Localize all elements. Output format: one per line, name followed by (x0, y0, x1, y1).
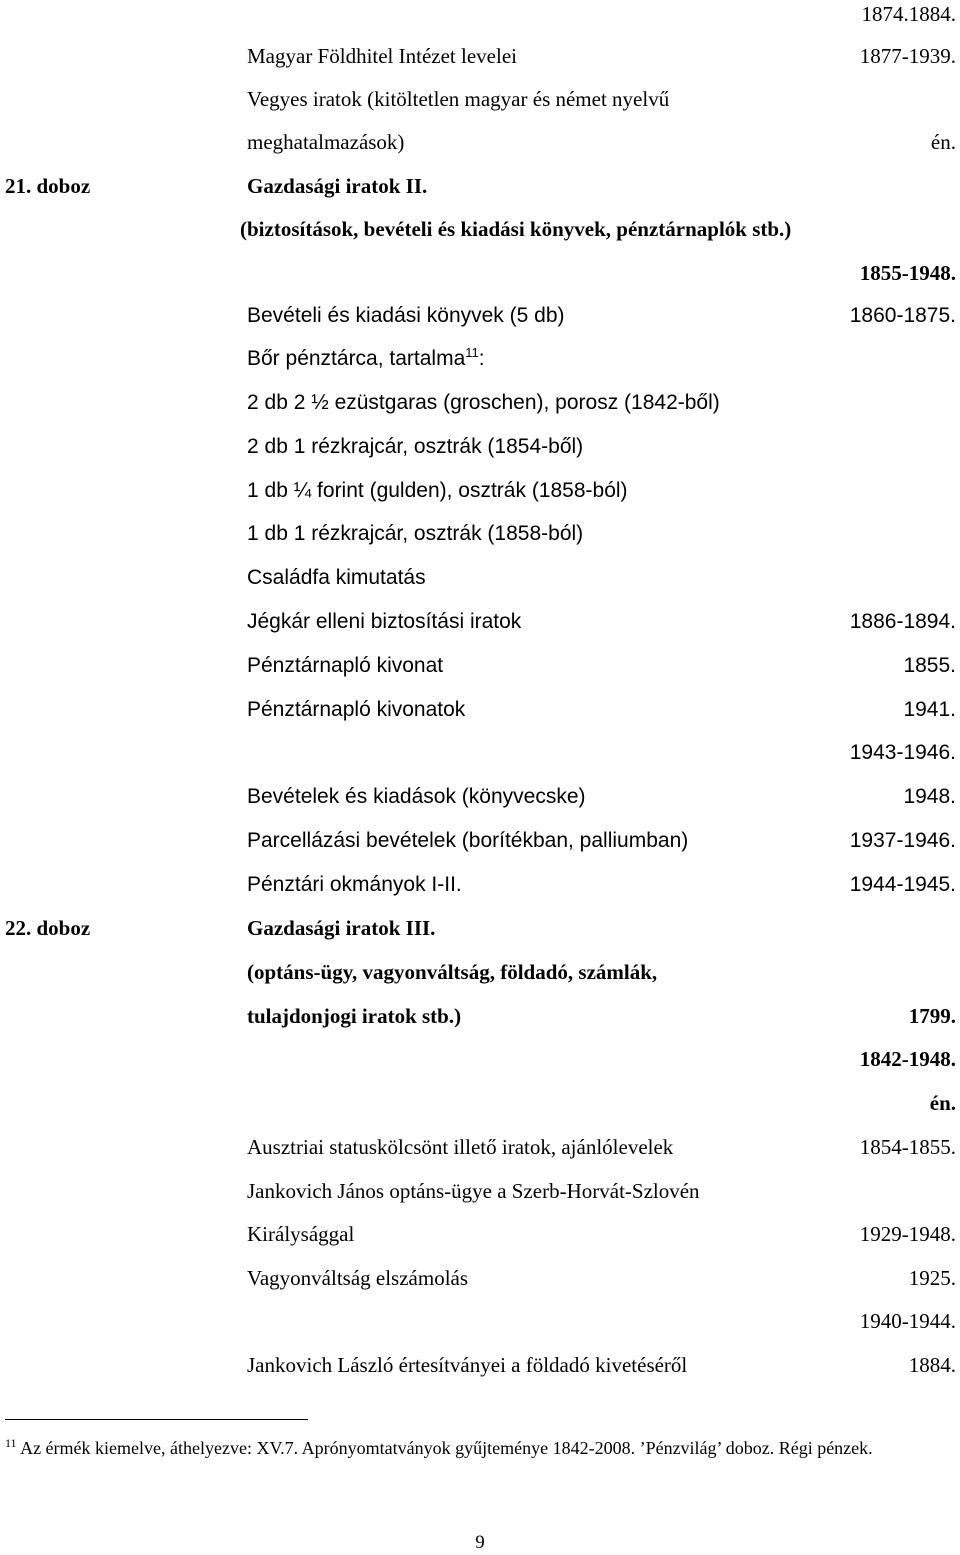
date-entry: 1855-1948. (859, 261, 956, 285)
section-subtitle: tulajdonjogi iratok stb.) (247, 1004, 462, 1028)
item-text: 2 db 2 ½ ezüstgaras (groschen), porosz (1842-ből) (247, 391, 720, 414)
item-text-main: Bőr pénztárca, tartalma (247, 347, 466, 370)
date-entry: 1854-1855. (859, 1135, 956, 1159)
footnote (5, 1436, 957, 1460)
date-entry: én. (929, 1091, 956, 1115)
page-number: 9 (475, 1532, 485, 1553)
box-label: 21. doboz (5, 174, 91, 198)
section-subtitle: (biztosítások, bevételi és kiadási könyvek, pénztárnaplók stb.) (240, 217, 792, 241)
item-text: 1 db ¼ forint (gulden), osztrák (1858-ból) (247, 479, 628, 502)
item-text: Vagyonváltság elszámolás (247, 1266, 469, 1290)
date-entry: 1842-1948. (859, 1047, 956, 1071)
date-entry: 1884. (908, 1353, 956, 1377)
item-text: Jégkár elleni biztosítási iratok (247, 610, 522, 633)
date-entry: 1943-1946. (849, 741, 956, 764)
date-entry: én. (930, 130, 956, 154)
item-text: Jankovich János optáns-ügye a Szerb-Horvát-Szlovén (247, 1179, 700, 1203)
date-entry: 1929-1948. (859, 1222, 956, 1246)
item-text: Vegyes iratok (kitöltetlen magyar és német nyelvű (247, 87, 670, 111)
date-entry: 1886-1894. (849, 610, 956, 633)
section-title: Gazdasági iratok III. (247, 916, 436, 940)
item-text: Királysággal (247, 1222, 355, 1246)
item-text: Pénztárnapló kivonatok (247, 698, 466, 721)
item-text: 2 db 1 rézkrajcár, osztrák (1854-ből) (247, 435, 584, 458)
section-subtitle: (optáns-ügy, vagyonváltság, földadó, számlák, (247, 960, 658, 984)
item-text: Bevételi és kiadási könyvek (5 db) (247, 304, 565, 327)
date-entry: 1944-1945. (849, 873, 956, 896)
item-text: meghatalmazások) (247, 130, 405, 154)
box-label: 22. doboz (5, 916, 91, 940)
date-entry: 1874.1884. (861, 2, 956, 26)
date-entry: 1948. (903, 785, 956, 808)
item-text: Családfa kimutatás (247, 566, 426, 589)
item-text: Pénztári okmányok I-II. (247, 873, 462, 896)
footnote-reference: 11 (465, 345, 479, 360)
item-text: Magyar Földhitel Intézet levelei (247, 44, 517, 68)
item-text: Jankovich László értesítványei a földadó kivetéséről (247, 1353, 688, 1377)
date-entry: 1941. (903, 698, 956, 721)
item-text: Ausztriai statuskölcsönt illető iratok, ajánlólevelek (247, 1135, 674, 1159)
item-text: Bevételek és kiadások (könyvecske) (247, 785, 586, 808)
item-text-colon: : (478, 347, 485, 370)
date-entry: 1877-1939. (859, 44, 956, 68)
date-entry: 1799. (908, 1004, 956, 1028)
footnote-separator (5, 1419, 308, 1420)
section-title: Gazdasági iratok II. (247, 174, 428, 198)
item-text (247, 347, 485, 371)
item-text: 1 db 1 rézkrajcár, osztrák (1858-ból) (247, 522, 584, 545)
footnote-number: 11 (5, 1436, 17, 1450)
footnote-text: Az érmék kiemelve, áthelyezve: XV.7. Aprónyomtatványok gyűjteménye 1842-2008. ’Pénzvilág’ doboz. Régi pénzek. (16, 1438, 873, 1458)
date-entry: 1855. (903, 654, 956, 677)
item-text: Parcellázási bevételek (borítékban, palliumban) (247, 829, 689, 852)
date-entry: 1925. (908, 1266, 956, 1290)
item-text: Pénztárnapló kivonat (247, 654, 444, 677)
date-entry: 1937-1946. (849, 829, 956, 852)
date-entry: 1940-1944. (859, 1309, 956, 1333)
date-entry: 1860-1875. (849, 304, 956, 327)
